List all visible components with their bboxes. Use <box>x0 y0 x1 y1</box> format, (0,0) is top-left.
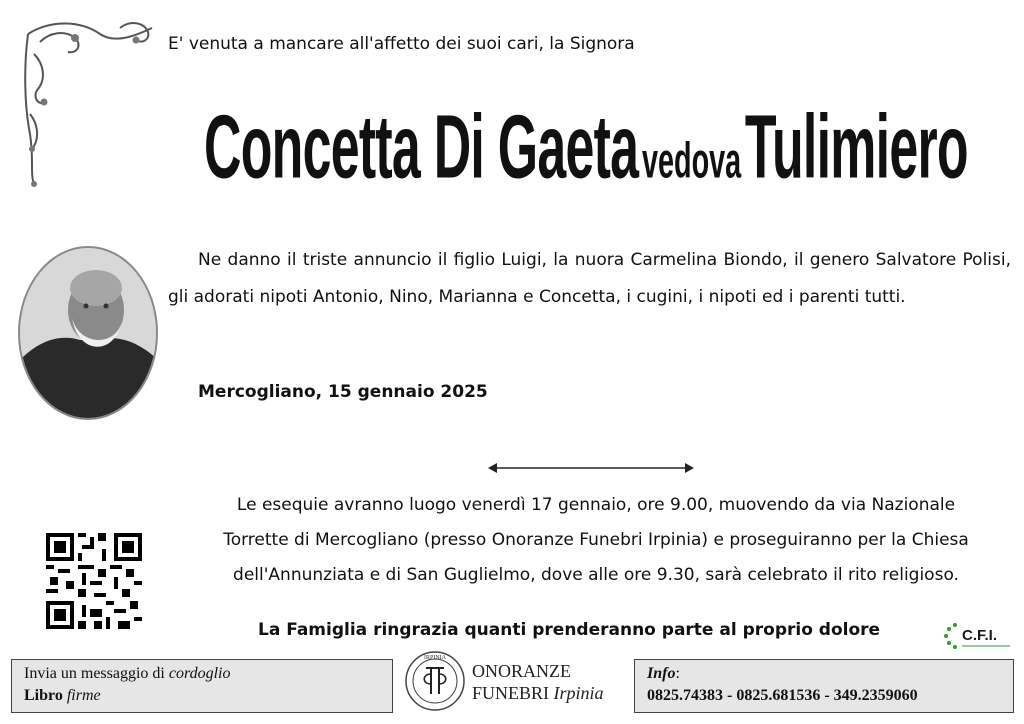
intro-text: E' venuta a mancare all'affetto dei suoi cari, la Signora <box>168 34 635 54</box>
funeral-details <box>188 488 1004 593</box>
deceased-last-name: Tulimiero <box>744 97 968 198</box>
funeral-home-logo-icon <box>404 650 466 712</box>
ornament-corner-icon <box>20 14 160 189</box>
funeral-line-2: Torrette di Mercogliano (presso Onoranze Funebri Irpinia) e proseguiranno per la Chiesa <box>223 530 969 550</box>
announcement-text <box>168 242 1011 316</box>
info-label: Info: <box>647 665 680 682</box>
cfi-logo-text: C.F.I. <box>962 627 998 644</box>
condolence-label-italic: cordoglio <box>168 665 231 682</box>
funeral-home-name <box>472 660 604 704</box>
funeral-line-1: Le esequie avranno luogo venerdì 17 gennaio, ore 9.00, muovendo da via Nazionale <box>236 495 956 515</box>
guestbook-label: Libro <box>24 687 63 704</box>
funeral-home-line-1: ONORANZE <box>472 661 571 681</box>
thanks-text: La Famiglia ringrazia quanti prenderanno parte al proprio dolore <box>258 620 881 640</box>
info-box <box>634 659 1014 713</box>
deceased-widow-label: vedova <box>641 133 742 189</box>
announcement-body: Ne danno il triste annuncio il figlio Luigi, la nuora Carmelina Biondo, il genero Salvatore Polisi, gli adorati nipoti Antonio, Nino, Marianna e Concetta, i cugini, i nipoti ed i parenti tutti. <box>168 250 1011 307</box>
condolence-label: Invia un messaggio di <box>24 665 165 682</box>
funeral-line-3: dell'Annunziata e di San Guglielmo, dove alle ore 9.30, sarà celebrato il rito religioso. <box>233 565 959 585</box>
arrow-divider-icon <box>488 462 694 474</box>
condolence-box[interactable] <box>11 659 393 713</box>
funeral-home-line-2-italic: Irpinia <box>553 683 604 703</box>
deceased-name <box>204 96 1024 199</box>
place-date: Mercogliano, 15 gennaio 2025 <box>198 382 488 402</box>
portrait-image <box>18 246 158 420</box>
guestbook-link[interactable] <box>24 687 101 705</box>
deceased-first-name: Concetta Di Gaeta <box>204 97 639 198</box>
guestbook-label-italic: firme <box>66 687 101 704</box>
condolence-link[interactable] <box>24 665 231 683</box>
funeral-home-line-2: FUNEBRI <box>472 683 550 703</box>
qr-code-icon[interactable] <box>46 533 142 629</box>
cfi-logo-icon <box>940 618 1012 652</box>
info-phones[interactable]: 0825.74383 - 0825.681536 - 349.2359060 <box>647 687 918 704</box>
logo-ring-text: IRPINIA <box>424 655 446 661</box>
